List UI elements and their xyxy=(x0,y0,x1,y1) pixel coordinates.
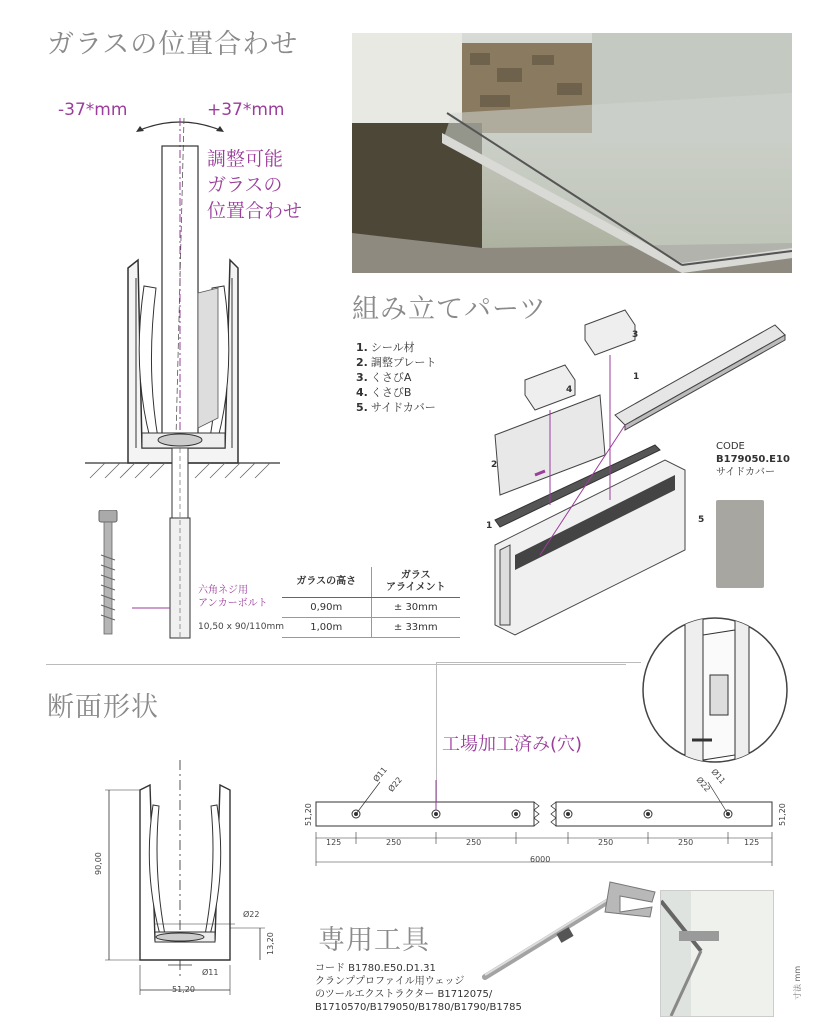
bolt-size: 10,50 x 90/110mm xyxy=(198,622,285,632)
rail-hole-small-right: Ø11 xyxy=(709,767,727,786)
anchor-bolt-image xyxy=(93,510,123,640)
dim-height: 90,00 xyxy=(94,852,103,875)
side-cover-swatch xyxy=(716,500,764,588)
rail-seg: 125 xyxy=(326,838,342,847)
code-name: サイドカバー xyxy=(716,467,775,478)
table-cell: 1,00m xyxy=(282,618,371,638)
rail-seg: 250 xyxy=(598,838,614,847)
parts-list xyxy=(356,340,436,415)
list-item: 4. くさびB xyxy=(356,386,412,399)
rail-dim-height-right: 51,20 xyxy=(778,803,787,826)
profile-detail-zoom xyxy=(640,615,790,765)
cross-section-drawing xyxy=(95,760,285,1010)
rail-hole-big-left: Ø22 xyxy=(386,775,404,794)
code-label: CODE xyxy=(716,441,745,452)
bolt-label-line2: アンカーボルト xyxy=(198,598,268,609)
dim-base-height: 13,20 xyxy=(266,932,275,955)
unit-note: 寸法 mm xyxy=(793,965,802,1000)
adjust-line-1: 調整可能 xyxy=(207,148,284,170)
table-cell: ± 33mm xyxy=(371,618,460,638)
rail-seg: 250 xyxy=(678,838,694,847)
table-row xyxy=(282,598,460,618)
callout-1-bottom: 1 xyxy=(486,521,493,531)
rail-seg: 125 xyxy=(744,838,760,847)
tool-line-3: のツールエクストラクター B1712075/ xyxy=(315,989,493,1000)
table-cell: 0,90m xyxy=(282,598,371,618)
rail-hole-small-left: Ø11 xyxy=(371,765,389,784)
rail-total: 6000 xyxy=(530,855,551,864)
list-item: 1. シール材 xyxy=(356,341,415,354)
alignment-plus: +37*mm xyxy=(207,100,285,120)
callout-1-top: 1 xyxy=(633,372,640,382)
callout-4: 4 xyxy=(566,385,573,395)
code-number: B179050.E10 xyxy=(716,454,790,465)
section-title-assembly: 組み立てパーツ xyxy=(352,294,547,325)
bolt-label-line1: 六角ネジ用 xyxy=(198,585,248,596)
dim-hole-big: Ø22 xyxy=(243,910,260,919)
callout-3: 3 xyxy=(632,330,639,340)
glass-alignment-table xyxy=(282,567,460,638)
section-title-alignment: ガラスの位置合わせ xyxy=(47,29,299,60)
dim-width: 51,20 xyxy=(172,985,195,994)
tool-line-2: クランププロファイル用ウェッジ xyxy=(315,976,465,987)
list-item: 5. サイドカバー xyxy=(356,401,436,414)
list-item: 3. くさびA xyxy=(356,371,412,384)
tool-in-use-photo xyxy=(660,890,774,1017)
section-divider xyxy=(46,664,626,665)
bolt-label xyxy=(198,584,268,610)
alignment-minus: -37*mm xyxy=(58,100,128,120)
zoom-connector xyxy=(436,662,641,663)
section-title-profile: 断面形状 xyxy=(47,692,159,723)
balcony-photo xyxy=(352,33,792,273)
table-cell: ± 30mm xyxy=(371,598,460,618)
adjust-line-2: ガラスの xyxy=(207,174,283,196)
dim-hole-small: Ø11 xyxy=(202,968,219,977)
adjust-line-3: 位置合わせ xyxy=(207,200,303,222)
table-header-alignment: ガラス アライメント xyxy=(371,567,460,598)
section-title-tool: 専用工具 xyxy=(318,925,430,956)
list-item: 2. 調整プレート xyxy=(356,356,437,369)
callout-5: 5 xyxy=(698,515,705,525)
tool-line-1: コード B1780.E50.D1.31 xyxy=(315,963,436,974)
code-box xyxy=(716,440,790,479)
table-row xyxy=(282,618,460,638)
rail-dim-height-left: 51,20 xyxy=(304,803,313,826)
tool-line-4: B1710570/B179050/B1780/B1790/B1785 xyxy=(315,1002,522,1013)
rail-seg: 250 xyxy=(466,838,482,847)
table-header-height: ガラスの高さ xyxy=(282,567,371,598)
callout-2: 2 xyxy=(491,460,498,470)
factory-note: 工場加工済み(穴) xyxy=(442,734,583,755)
rail-seg: 250 xyxy=(386,838,402,847)
rail-hole-big-right: Ø22 xyxy=(694,775,712,794)
extractor-tool-image xyxy=(480,872,660,982)
